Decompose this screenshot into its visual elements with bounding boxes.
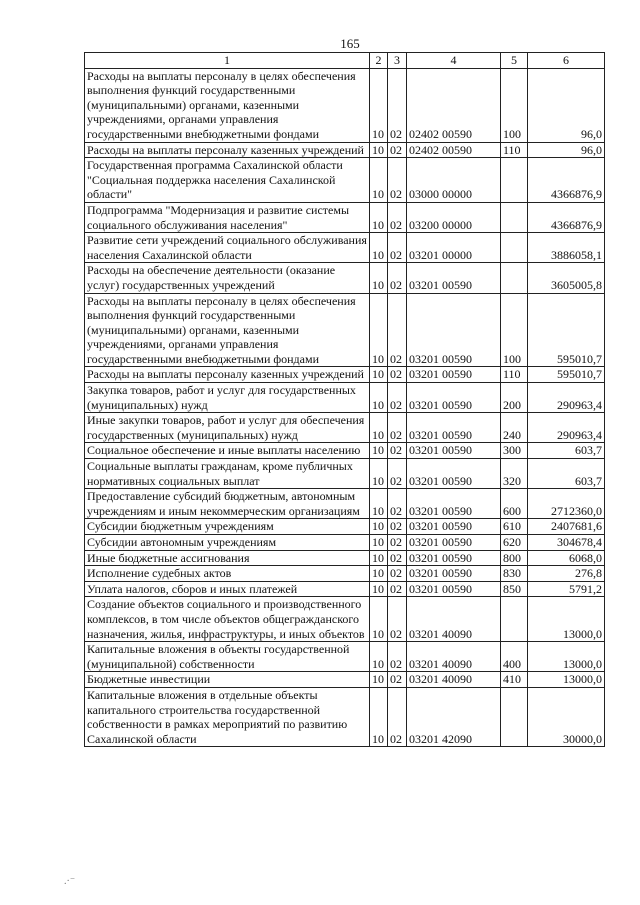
table-row — [85, 293, 605, 367]
header-cell: 3 — [388, 53, 407, 69]
section-code-cell: 10 — [370, 642, 388, 672]
scan-mark: .·⁻ — [64, 876, 76, 887]
page-number: 165 — [340, 36, 360, 51]
subsection-code-cell: 02 — [388, 687, 407, 746]
row-name-cell: Исполнение судебных актов — [85, 566, 370, 582]
section-code-cell: 10 — [370, 566, 388, 582]
amount-cell: 13000,0 — [528, 597, 605, 642]
section-code-cell: 10 — [370, 535, 388, 551]
amount-cell: 276,8 — [528, 566, 605, 582]
amount-cell: 304678,4 — [528, 535, 605, 551]
amount-cell: 13000,0 — [528, 642, 605, 672]
target-article-cell: 03201 40090 — [407, 672, 501, 688]
subsection-code-cell: 02 — [388, 68, 407, 142]
row-name-cell: Капитальные вложения в отдельные объекты капитального строительства государственной собственности в рамках мероприятий по развитию Сахалинской области — [85, 687, 370, 746]
subsection-code-cell: 02 — [388, 672, 407, 688]
row-name-cell: Расходы на выплаты персоналу в целях обеспечения выполнения функций государственными (муниципальными) органами, казенными учреждениями, органами управления государственными внебюджетными фондами — [85, 293, 370, 367]
target-article-cell: 03200 00000 — [407, 202, 501, 232]
expense-type-cell: 200 — [501, 383, 528, 413]
row-name-cell: Предоставление субсидий бюджетным, автономным учреждениям и иным некоммерческим организациям — [85, 489, 370, 519]
row-name-cell: Иные закупки товаров, работ и услуг для обеспечения государственных (муниципальных) нужд — [85, 413, 370, 443]
target-article-cell: 03201 00590 — [407, 413, 501, 443]
amount-cell: 603,7 — [528, 443, 605, 459]
table-row — [85, 519, 605, 535]
amount-cell: 4366876,9 — [528, 202, 605, 232]
budget-table — [84, 52, 605, 747]
subsection-code-cell: 02 — [388, 263, 407, 293]
expense-type-cell: 600 — [501, 489, 528, 519]
table-row — [85, 687, 605, 746]
target-article-cell: 03201 00590 — [407, 535, 501, 551]
table-row — [85, 233, 605, 263]
target-article-cell: 02402 00590 — [407, 142, 501, 158]
expense-type-cell: 620 — [501, 535, 528, 551]
table-row — [85, 489, 605, 519]
target-article-cell: 03201 00590 — [407, 566, 501, 582]
target-article-cell: 03201 00590 — [407, 459, 501, 489]
subsection-code-cell: 02 — [388, 459, 407, 489]
expense-type-cell: 240 — [501, 413, 528, 443]
expense-type-cell: 400 — [501, 642, 528, 672]
section-code-cell: 10 — [370, 142, 388, 158]
table-row — [85, 443, 605, 459]
target-article-cell: 03201 00590 — [407, 519, 501, 535]
subsection-code-cell: 02 — [388, 233, 407, 263]
subsection-code-cell: 02 — [388, 383, 407, 413]
table-row — [85, 550, 605, 566]
row-name-cell: Уплата налогов, сборов и иных платежей — [85, 581, 370, 597]
row-name-cell: Расходы на обеспечение деятельности (оказание услуг) государственных учреждений — [85, 263, 370, 293]
amount-cell: 290963,4 — [528, 413, 605, 443]
header-cell: 2 — [370, 53, 388, 69]
section-code-cell: 10 — [370, 202, 388, 232]
table-row — [85, 202, 605, 232]
table-row — [85, 383, 605, 413]
row-name-cell: Социальные выплаты гражданам, кроме публичных нормативных социальных выплат — [85, 459, 370, 489]
expense-type-cell — [501, 158, 528, 203]
expense-type-cell: 320 — [501, 459, 528, 489]
section-code-cell: 10 — [370, 158, 388, 203]
section-code-cell: 10 — [370, 383, 388, 413]
section-code-cell: 10 — [370, 367, 388, 383]
subsection-code-cell: 02 — [388, 443, 407, 459]
section-code-cell: 10 — [370, 459, 388, 489]
target-article-cell: 03201 00590 — [407, 263, 501, 293]
expense-type-cell — [501, 263, 528, 293]
amount-cell: 5791,2 — [528, 581, 605, 597]
subsection-code-cell: 02 — [388, 597, 407, 642]
expense-type-cell: 100 — [501, 293, 528, 367]
subsection-code-cell: 02 — [388, 367, 407, 383]
expense-type-cell: 800 — [501, 550, 528, 566]
subsection-code-cell: 02 — [388, 566, 407, 582]
expense-type-cell — [501, 202, 528, 232]
amount-cell: 3605005,8 — [528, 263, 605, 293]
table-row — [85, 672, 605, 688]
row-name-cell: Развитие сети учреждений социального обслуживания населения Сахалинской области — [85, 233, 370, 263]
amount-cell: 595010,7 — [528, 367, 605, 383]
amount-cell: 290963,4 — [528, 383, 605, 413]
section-code-cell: 10 — [370, 489, 388, 519]
header-cell: 5 — [501, 53, 528, 69]
target-article-cell: 03201 40090 — [407, 597, 501, 642]
amount-cell: 2407681,6 — [528, 519, 605, 535]
row-name-cell: Создание объектов социального и производственного комплексов, в том числе объектов общегражданского назначения, жилья, инфраструктуры, и иных объектов — [85, 597, 370, 642]
amount-cell: 2712360,0 — [528, 489, 605, 519]
table-row — [85, 566, 605, 582]
amount-cell: 13000,0 — [528, 672, 605, 688]
section-code-cell: 10 — [370, 597, 388, 642]
expense-type-cell: 110 — [501, 142, 528, 158]
target-article-cell: 03201 40090 — [407, 642, 501, 672]
section-code-cell: 10 — [370, 293, 388, 367]
target-article-cell: 03201 00590 — [407, 383, 501, 413]
subsection-code-cell: 02 — [388, 293, 407, 367]
row-name-cell: Подпрограмма "Модернизация и развитие системы социального обслуживания населения" — [85, 202, 370, 232]
amount-cell: 595010,7 — [528, 293, 605, 367]
section-code-cell: 10 — [370, 672, 388, 688]
table-row — [85, 158, 605, 203]
subsection-code-cell: 02 — [388, 142, 407, 158]
row-name-cell: Социальное обеспечение и иные выплаты населению — [85, 443, 370, 459]
expense-type-cell: 410 — [501, 672, 528, 688]
subsection-code-cell: 02 — [388, 158, 407, 203]
expense-type-cell: 830 — [501, 566, 528, 582]
row-name-cell: Иные бюджетные ассигнования — [85, 550, 370, 566]
amount-cell: 4366876,9 — [528, 158, 605, 203]
section-code-cell: 10 — [370, 443, 388, 459]
subsection-code-cell: 02 — [388, 519, 407, 535]
expense-type-cell: 300 — [501, 443, 528, 459]
amount-cell: 603,7 — [528, 459, 605, 489]
table-row — [85, 597, 605, 642]
amount-cell: 6068,0 — [528, 550, 605, 566]
section-code-cell: 10 — [370, 687, 388, 746]
row-name-cell: Капитальные вложения в объекты государственной (муниципальной) собственности — [85, 642, 370, 672]
row-name-cell: Бюджетные инвестиции — [85, 672, 370, 688]
table-row — [85, 142, 605, 158]
section-code-cell: 10 — [370, 550, 388, 566]
table-row — [85, 367, 605, 383]
row-name-cell: Субсидии автономным учреждениям — [85, 535, 370, 551]
amount-cell: 96,0 — [528, 68, 605, 142]
target-article-cell: 03201 00590 — [407, 581, 501, 597]
subsection-code-cell: 02 — [388, 202, 407, 232]
expense-type-cell — [501, 687, 528, 746]
target-article-cell: 03201 00590 — [407, 293, 501, 367]
table-row — [85, 642, 605, 672]
section-code-cell: 10 — [370, 68, 388, 142]
table-row — [85, 459, 605, 489]
expense-type-cell: 610 — [501, 519, 528, 535]
section-code-cell: 10 — [370, 263, 388, 293]
expense-type-cell: 100 — [501, 68, 528, 142]
table-row — [85, 581, 605, 597]
subsection-code-cell: 02 — [388, 413, 407, 443]
row-name-cell: Расходы на выплаты персоналу в целях обеспечения выполнения функций государственными (муниципальными) органами, казенными учреждениями, органами управления государственными внебюджетными фондами — [85, 68, 370, 142]
target-article-cell: 03201 00590 — [407, 367, 501, 383]
expense-type-cell — [501, 233, 528, 263]
target-article-cell: 03201 00590 — [407, 550, 501, 566]
target-article-cell: 02402 00590 — [407, 68, 501, 142]
target-article-cell: 03000 00000 — [407, 158, 501, 203]
row-name-cell: Закупка товаров, работ и услуг для государственных (муниципальных) нужд — [85, 383, 370, 413]
subsection-code-cell: 02 — [388, 535, 407, 551]
row-name-cell: Государственная программа Сахалинской области "Социальная поддержка населения Сахалинской области" — [85, 158, 370, 203]
table-row — [85, 535, 605, 551]
target-article-cell: 03201 00590 — [407, 443, 501, 459]
expense-type-cell: 110 — [501, 367, 528, 383]
section-code-cell: 10 — [370, 581, 388, 597]
section-code-cell: 10 — [370, 233, 388, 263]
subsection-code-cell: 02 — [388, 642, 407, 672]
header-cell: 6 — [528, 53, 605, 69]
subsection-code-cell: 02 — [388, 581, 407, 597]
row-name-cell: Расходы на выплаты персоналу казенных учреждений — [85, 142, 370, 158]
target-article-cell: 03201 00590 — [407, 489, 501, 519]
row-name-cell: Субсидии бюджетным учреждениям — [85, 519, 370, 535]
header-cell: 1 — [85, 53, 370, 69]
header-cell: 4 — [407, 53, 501, 69]
target-article-cell: 03201 42090 — [407, 687, 501, 746]
section-code-cell: 10 — [370, 413, 388, 443]
table-row — [85, 263, 605, 293]
amount-cell: 3886058,1 — [528, 233, 605, 263]
subsection-code-cell: 02 — [388, 550, 407, 566]
row-name-cell: Расходы на выплаты персоналу казенных учреждений — [85, 367, 370, 383]
table-row — [85, 413, 605, 443]
subsection-code-cell: 02 — [388, 489, 407, 519]
amount-cell: 96,0 — [528, 142, 605, 158]
section-code-cell: 10 — [370, 519, 388, 535]
table-header-row — [85, 53, 605, 69]
table-row — [85, 68, 605, 142]
amount-cell: 30000,0 — [528, 687, 605, 746]
expense-type-cell — [501, 597, 528, 642]
expense-type-cell: 850 — [501, 581, 528, 597]
target-article-cell: 03201 00000 — [407, 233, 501, 263]
